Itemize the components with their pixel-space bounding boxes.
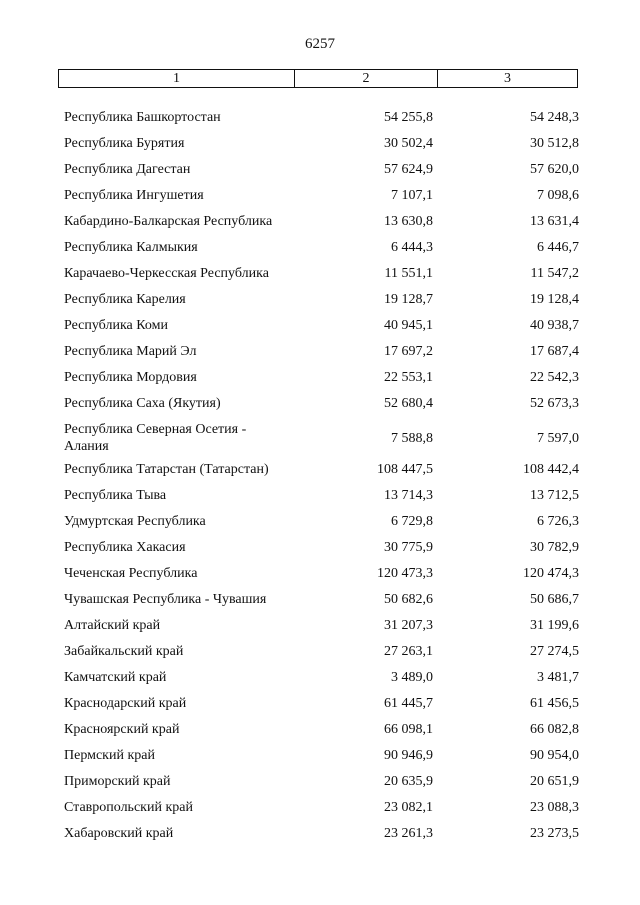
value-col-2: 54 255,8 xyxy=(384,110,433,125)
region-name: Пермский край xyxy=(64,748,155,763)
region-name: Хабаровский край xyxy=(64,826,174,841)
value-col-2: 13 630,8 xyxy=(384,214,433,229)
region-name: Республика Татарстан (Татарстан) xyxy=(64,462,269,477)
table-row xyxy=(0,313,640,339)
table-body xyxy=(0,105,640,847)
value-col-2: 11 551,1 xyxy=(384,266,433,281)
table-row xyxy=(0,365,640,391)
table-row xyxy=(0,717,640,743)
value-col-3: 23 088,3 xyxy=(530,800,579,815)
value-col-3: 19 128,4 xyxy=(530,292,579,307)
value-col-3: 30 782,9 xyxy=(530,540,579,555)
value-col-3: 17 687,4 xyxy=(530,344,579,359)
value-col-2: 66 098,1 xyxy=(384,722,433,737)
region-name: Республика Коми xyxy=(64,318,168,333)
value-col-3: 30 512,8 xyxy=(530,136,579,151)
region-name: Карачаево-Черкесская Республика xyxy=(64,266,269,281)
table-row xyxy=(0,613,640,639)
table-row xyxy=(0,391,640,417)
region-name: Ставропольский край xyxy=(64,800,193,815)
header-col-3: 3 xyxy=(504,70,511,86)
value-col-2: 27 263,1 xyxy=(384,644,433,659)
table-row xyxy=(0,209,640,235)
value-col-2: 3 489,0 xyxy=(391,670,433,685)
header-col-1: 1 xyxy=(59,70,295,87)
region-name: Чеченская Республика xyxy=(64,566,198,581)
value-col-2: 52 680,4 xyxy=(384,396,433,411)
table-row xyxy=(0,183,640,209)
value-col-2: 23 261,3 xyxy=(384,826,433,841)
value-col-3: 7 098,6 xyxy=(537,188,579,203)
value-col-3: 61 456,5 xyxy=(530,696,579,711)
value-col-3: 40 938,7 xyxy=(530,318,579,333)
table-row xyxy=(0,417,640,457)
table-header xyxy=(58,69,578,88)
region-name: Краснодарский край xyxy=(64,696,187,711)
table-row xyxy=(0,743,640,769)
table-row xyxy=(0,795,640,821)
table-row xyxy=(0,157,640,183)
table-row xyxy=(0,587,640,613)
value-col-2: 7 588,8 xyxy=(391,431,433,446)
value-col-3: 20 651,9 xyxy=(530,774,579,789)
value-col-2: 20 635,9 xyxy=(384,774,433,789)
value-col-3: 31 199,6 xyxy=(530,618,579,633)
value-col-2: 61 445,7 xyxy=(384,696,433,711)
value-col-2: 19 128,7 xyxy=(384,292,433,307)
table-row xyxy=(0,561,640,587)
region-name: Камчатский край xyxy=(64,670,167,685)
value-col-3: 13 631,4 xyxy=(530,214,579,229)
table-row xyxy=(0,131,640,157)
table-row xyxy=(0,769,640,795)
value-col-2: 30 775,9 xyxy=(384,540,433,555)
value-col-2: 120 473,3 xyxy=(377,566,433,581)
region-name: Республика Ингушетия xyxy=(64,188,204,203)
value-col-2: 57 624,9 xyxy=(384,162,433,177)
value-col-2: 23 082,1 xyxy=(384,800,433,815)
value-col-3: 6 446,7 xyxy=(537,240,579,255)
table-row xyxy=(0,483,640,509)
region-name: Алтайский край xyxy=(64,618,161,633)
value-col-2: 22 553,1 xyxy=(384,370,433,385)
page-number: 6257 xyxy=(305,36,335,52)
table-row xyxy=(0,639,640,665)
table-row xyxy=(0,535,640,561)
value-col-3: 90 954,0 xyxy=(530,748,579,763)
value-col-2: 6 444,3 xyxy=(391,240,433,255)
value-col-3: 108 442,4 xyxy=(523,462,579,477)
value-col-3: 7 597,0 xyxy=(537,431,579,446)
value-col-3: 22 542,3 xyxy=(530,370,579,385)
region-name: Республика Хакасия xyxy=(64,540,186,555)
value-col-2: 7 107,1 xyxy=(391,188,433,203)
region-name: Республика Северная Осетия - Алания xyxy=(64,422,247,454)
value-col-3: 11 547,2 xyxy=(530,266,579,281)
region-name: Чувашская Республика - Чувашия xyxy=(64,592,267,607)
value-col-2: 13 714,3 xyxy=(384,488,433,503)
value-col-3: 23 273,5 xyxy=(530,826,579,841)
region-name: Республика Башкортостан xyxy=(64,110,221,125)
region-name: Республика Калмыкия xyxy=(64,240,198,255)
header-col-2: 2 xyxy=(295,70,438,87)
region-name: Республика Карелия xyxy=(64,292,186,307)
value-col-2: 108 447,5 xyxy=(377,462,433,477)
value-col-2: 40 945,1 xyxy=(384,318,433,333)
value-col-2: 30 502,4 xyxy=(384,136,433,151)
table-row xyxy=(0,261,640,287)
table-row xyxy=(0,339,640,365)
table-row xyxy=(0,665,640,691)
value-col-2: 17 697,2 xyxy=(384,344,433,359)
value-col-2: 90 946,9 xyxy=(384,748,433,763)
table-row xyxy=(0,457,640,483)
value-col-3: 27 274,5 xyxy=(530,644,579,659)
region-name: Республика Мордовия xyxy=(64,370,197,385)
value-col-3: 13 712,5 xyxy=(530,488,579,503)
table-row xyxy=(0,821,640,847)
value-col-3: 66 082,8 xyxy=(530,722,579,737)
region-name: Красноярский край xyxy=(64,722,180,737)
value-col-3: 3 481,7 xyxy=(537,670,579,685)
table-row xyxy=(0,105,640,131)
table-row xyxy=(0,235,640,261)
value-col-2: 50 682,6 xyxy=(384,592,433,607)
region-name: Республика Марий Эл xyxy=(64,344,197,359)
value-col-3: 52 673,3 xyxy=(530,396,579,411)
table-row xyxy=(0,691,640,717)
region-name: Республика Тыва xyxy=(64,488,167,503)
region-name: Забайкальский край xyxy=(64,644,184,659)
value-col-3: 120 474,3 xyxy=(523,566,579,581)
region-name: Республика Бурятия xyxy=(64,136,185,151)
region-name: Приморский край xyxy=(64,774,171,789)
region-name: Кабардино-Балкарская Республика xyxy=(64,214,273,229)
value-col-2: 6 729,8 xyxy=(391,514,433,529)
table-row xyxy=(0,509,640,535)
value-col-3: 57 620,0 xyxy=(530,162,579,177)
value-col-3: 54 248,3 xyxy=(530,110,579,125)
region-name: Удмуртская Республика xyxy=(64,514,206,529)
value-col-3: 6 726,3 xyxy=(537,514,579,529)
region-name: Республика Дагестан xyxy=(64,162,191,177)
value-col-3: 50 686,7 xyxy=(530,592,579,607)
value-col-2: 31 207,3 xyxy=(384,618,433,633)
region-name: Республика Саха (Якутия) xyxy=(64,396,221,411)
table-row xyxy=(0,287,640,313)
